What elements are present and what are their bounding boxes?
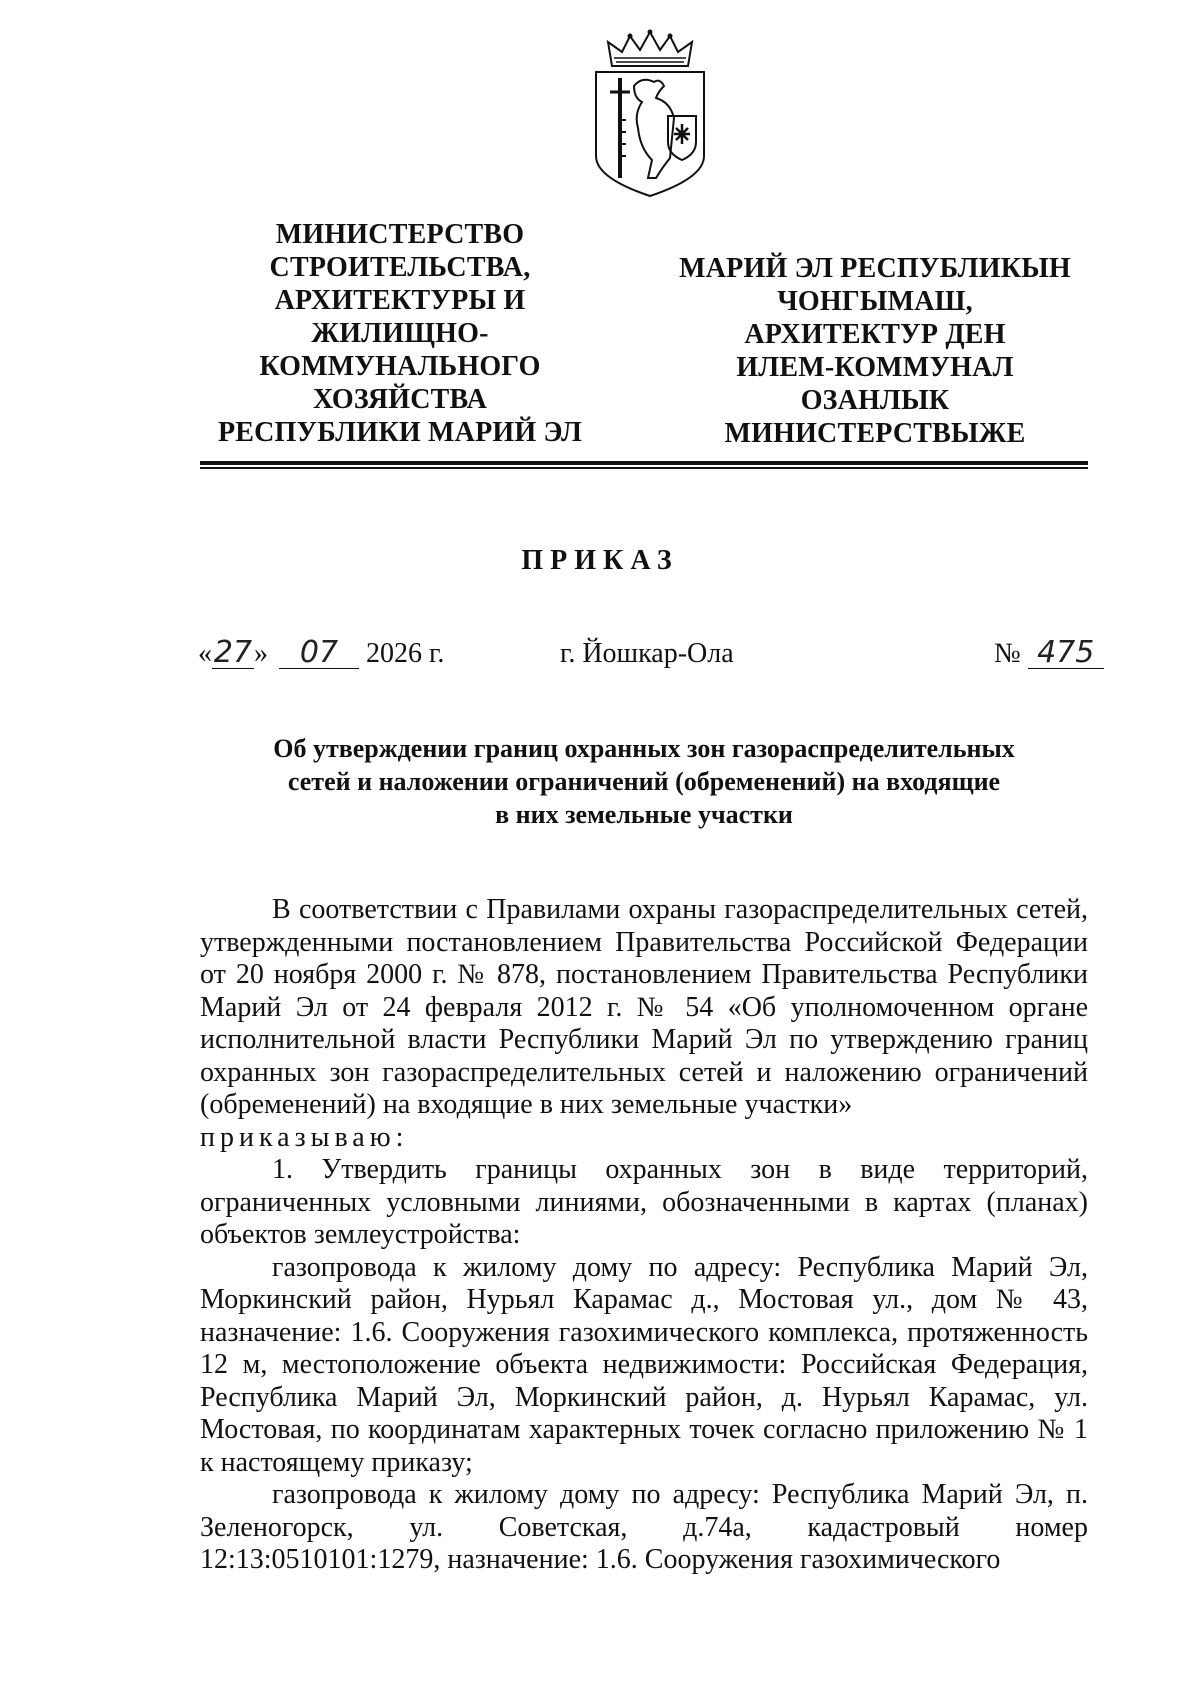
body-paragraph (200, 894, 1088, 1154)
date-month: 07 (279, 638, 359, 669)
org-name-mari: МАРИЙ ЭЛ РЕСПУБЛИКЫН ЧОНГЫМАШ, АРХИТЕКТУР ДЕН ИЛЕМ-КОММУНАЛ ОЗАНЛЫК МИНИСТЕРСТВЫЖЕ (679, 253, 1071, 449)
document-date (198, 635, 445, 670)
date-close-quote: » (254, 638, 268, 669)
document-number (994, 635, 1104, 670)
body-paragraph: 1. Утвердить границы охранных зон в виде территорий, ограниченных условными линиями, обозначенными в картах (планах) объектов землеустройства: (200, 1154, 1088, 1250)
document-subject: Об утверждении границ охранных зон газораспределительных сетей и наложении ограничений (обременений) на входящие в них земельные участки (273, 734, 1015, 829)
number-label: № (994, 638, 1021, 669)
paragraph-1-text: В соответствии с Правилами охраны газораспределительных сетей, утвержденными постановлением Правительства Российской Федерации от 20 ноября 2000 г. № 878, постановлением Правительства Республики Марий Эл от 24 февраля 2012 г. № 54 «Об уполномоченном органе исполнительной власти Республики Марий Эл по утверждению границ охранных зон газораспределительных сетей и наложению ограничений (обременений) на входящие в них земельные участки» (200, 894, 1088, 1120)
header-divider-thin (200, 467, 1088, 469)
org-name-russian: МИНИСТЕРСТВО СТРОИТЕЛЬСТВА, АРХИТЕКТУРЫ И ЖИЛИЩНО- КОММУНАЛЬНОГО ХОЗЯЙСТВА РЕСПУБЛИКИ МАРИЙ ЭЛ (217, 219, 583, 448)
document-body (200, 894, 1088, 1577)
number-value: 475 (1028, 638, 1104, 669)
order-keyword: приказываю: (200, 1121, 409, 1153)
body-paragraph: газопровода к жилому дому по адресу: Республика Марий Эл, п. Зеленогорск, ул. Советская, д.74а, кадастровый номер 12:13:0510101:1279, назначение: 1.6. Сооружения газохимического (200, 1479, 1088, 1575)
date-year: 2026 г. (366, 638, 445, 669)
document-type-title: ПРИКАЗ (521, 545, 679, 576)
date-day: 27 (213, 635, 253, 670)
coat-of-arms-icon (590, 28, 710, 198)
date-open-quote: « (198, 638, 212, 669)
body-paragraph: газопровода к жилому дому по адресу: Республика Марий Эл, Моркинский район, Нурьял Карамас д., Мостовая ул., дом № 43, назначение: 1.6. Сооружения газохимического комплекса, протяженность 12 м, местоположение объекта недвижимости: Российская Федерация, Республика Марий Эл, Моркинский район, д. Нурьял Карамас, ул. Мостовая, по координатам характерных точек согласно приложению № 1 к настоящему приказу; (200, 1251, 1088, 1478)
document-city: г. Йошкар-Ола (560, 638, 734, 669)
header-divider-thick (200, 461, 1088, 465)
